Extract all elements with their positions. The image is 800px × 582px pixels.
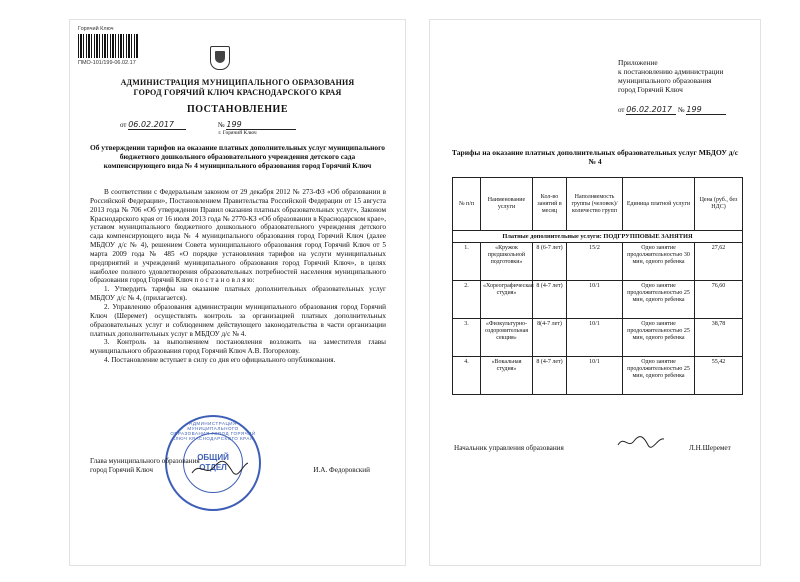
signature-scribble — [190, 459, 250, 477]
barcode-number: ПМО-101/199-06.02.17 — [78, 60, 136, 66]
footer-name: Л.Н.Шеремет — [689, 444, 731, 452]
service-unit: Одно занятие продолжительностью 30 мин, одного ребенка — [623, 243, 695, 281]
date-prefix: от — [618, 106, 625, 114]
footer-signature — [454, 444, 744, 452]
date-line — [120, 120, 296, 130]
sign-role-line-1: Глава муниципального образования — [90, 457, 200, 465]
paragraph: В соответствии с Федеральным законом от 29 декабря 2012 № 273-ФЗ «Об образовании в Российской Федерации», Постановлением Правительства Российской Федерации от 15 августа 2013 года № 706 «Об утверждении Правил оказания платных образовательных услуг», Законом Краснодарского края от 16 июля 2013 года № 2770-КЗ «Об образовании в Краснодарском крае», уставом муниципального бюджетного дошкольного образовательного учреждения детского сада компенсирующего вида № 4 муниципального образования город Горячий Ключ (далее МБДОУ д/с № 4), решением Совета муниципального образования город Горячий Ключ от 5 марта 2009 года № 485 «О порядке установления тарифов на услуги муниципальных предприятий и учреждений муниципального образования город Горячий Ключ», в целях наиболее полного удовлетворения образовательных потребностей населения муниципального образования город Горячий Ключ п о с т а н о в л я ю: — [90, 188, 386, 285]
barcode — [78, 34, 138, 58]
seal-ring-text: АДМИНИСТРАЦИЯ МУНИЦИПАЛЬНОГО ОБРАЗОВАНИЯ ГОРОД ГОРЯЧИЙ КЛЮЧ КРАСНОДАРСКОГО КРАЯ — [170, 421, 256, 441]
number-prefix: № — [217, 121, 225, 129]
signatory-name: И.А. Федоровский — [313, 466, 370, 474]
row-number: 4. — [453, 357, 481, 395]
price: 27,62 — [695, 243, 743, 281]
body-text — [90, 188, 386, 365]
service-name: «Кружок предшкольной подготовки» — [481, 243, 533, 281]
service-name: «Хореографическая студия» — [481, 281, 533, 319]
appendix-page — [430, 20, 760, 565]
price: 38,78 — [695, 319, 743, 357]
date-line — [618, 105, 726, 115]
city-label: г. Горячий Ключ — [218, 130, 257, 136]
date-prefix: от — [120, 121, 127, 129]
coat-of-arms-icon — [210, 46, 230, 70]
appendix-line-1: Приложение — [618, 58, 658, 67]
sign-role-line-2: город Горячий Ключ — [90, 466, 154, 474]
group-fill: 15/2 — [567, 243, 623, 281]
resolution-page — [70, 20, 405, 565]
header-line-2: ГОРОД ГОРЯЧИЙ КЛЮЧ КРАСНОДАРСКОГО КРАЯ — [133, 88, 342, 97]
group-fill: 10/1 — [567, 319, 623, 357]
table-row — [453, 319, 743, 357]
table-row — [453, 281, 743, 319]
footer-role: Начальник управления образования — [454, 444, 564, 452]
group-fill: 10/1 — [567, 281, 623, 319]
table-row — [453, 357, 743, 395]
service-unit: Одно занятие продолжительностью 25 мин, одного ребенка — [623, 319, 695, 357]
number-prefix: № — [677, 106, 685, 114]
price: 55,42 — [695, 357, 743, 395]
appendix-line-2: к постановлению администрации — [618, 67, 724, 76]
column-header: Кол-во занятий в месяц — [533, 178, 567, 231]
group-fill: 10/1 — [567, 357, 623, 395]
header-line-1: АДМИНИСТРАЦИЯ МУНИЦИПАЛЬНОГО ОБРАЗОВАНИЯ — [120, 78, 355, 87]
paragraph: 2. Управлению образования администрации муниципального образования город Горячий Ключ (Шеремет) осуществлять контроль за организацией платных дополнительных образовательных услуг и соблюдением действующего законодательства в части организации платных дополнительных услуг в МБДОУ д/с № 4. — [90, 302, 386, 338]
column-header: Цена (руб., без НДС) — [695, 178, 743, 231]
appendix-line-3: муниципального образования — [618, 76, 712, 85]
column-header: Единица платной услуги — [623, 178, 695, 231]
table-title: Тарифы на оказание платных дополнительных образовательных услуг МБДОУ д/с № 4 — [451, 148, 739, 166]
number-value: 199 — [686, 105, 726, 115]
sessions-count: 8(4-7 лет) — [533, 319, 567, 357]
paragraph: 4. Постановление вступает в силу со дня его официального опубликования. — [104, 356, 336, 365]
column-header: Наполняемость группы (человек)/ количество групп — [567, 178, 623, 231]
table-row — [453, 243, 743, 281]
document-title: ПОСТАНОВЛЕНИЕ — [187, 104, 288, 115]
subject: Об утверждении тарифов на оказание платных дополнительных услуг муниципального бюджетного дошкольного образовательного учреждения детского сада компенсирующего вида № 4 муниципального образования город Горячий Ключ — [90, 143, 385, 170]
row-number: 2. — [453, 281, 481, 319]
section-label: Платные дополнительные услуги: ПОДГРУППОВЫЕ ЗАНЯТИЯ — [453, 231, 743, 243]
service-unit: Одно занятие продолжительностью 25 мин, одного ребенка — [623, 281, 695, 319]
seal-word-2: ОТДЕЛ — [199, 463, 227, 472]
sessions-count: 8 (4-7 лет) — [533, 281, 567, 319]
service-unit: Одно занятие продолжительностью 25 мин, одного ребенка — [623, 357, 695, 395]
paragraph: 3. Контроль за выполнением постановления возложить на заместителя главы муниципального образования город Горячий Ключ А.В. Погорелову. — [90, 338, 386, 356]
date-value: 06.02.2017 — [626, 105, 676, 115]
paragraph: 1. Утвердить тарифы на оказание платных дополнительных образовательных услуг МБДОУ д/с № 4, (прилагается). — [90, 285, 386, 303]
row-number: 1. — [453, 243, 481, 281]
service-name: «Вокальная студия» — [481, 357, 533, 395]
column-header: № п/п — [453, 178, 481, 231]
row-number: 3. — [453, 319, 481, 357]
service-name: «Физкультурно-оздоровительная секция» — [481, 319, 533, 357]
number-value: 199 — [226, 120, 296, 130]
sessions-count: 8 (4-7 лет) — [533, 357, 567, 395]
price: 76,60 — [695, 281, 743, 319]
appendix-line-4: город Горячий Ключ — [618, 85, 683, 94]
seal-word-1: ОБЩИЙ — [197, 453, 229, 462]
tariff-table — [452, 177, 743, 395]
date-value: 06.02.2017 — [128, 120, 186, 130]
column-header: Наименование услуги — [481, 178, 533, 231]
appendix-header — [618, 58, 758, 94]
signature-block — [90, 457, 390, 475]
sessions-count: 8 (6-7 лет) — [533, 243, 567, 281]
stamp-top-label: Горячий Ключ — [78, 26, 114, 32]
